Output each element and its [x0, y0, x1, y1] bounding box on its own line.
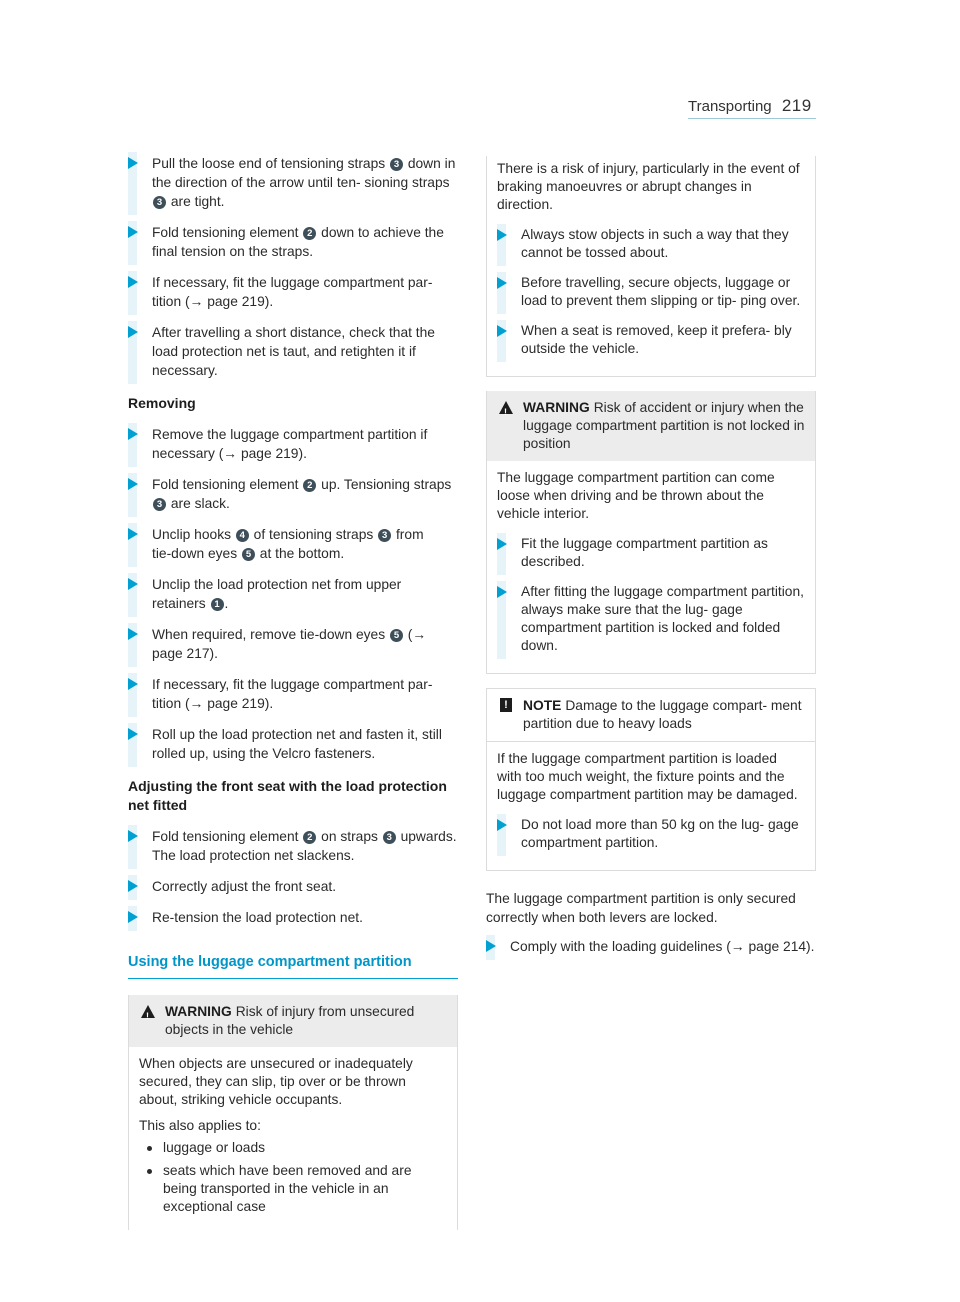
warning-box-unsecured	[128, 995, 458, 1230]
step-arrow-icon	[128, 157, 138, 169]
warning-title: Risk of accident or injury when the luggage compartment partition is not locked in position	[523, 400, 805, 451]
step-roll-up: Roll up the load protection net and fasten it, still rolled up, using the Velcro fasteners.	[128, 723, 458, 767]
header-rule	[688, 118, 816, 119]
warning-body: The luggage compartment partition can come loose when driving and be thrown about the vehicle interior. Fit the luggage compartment partition as described. After fitting the luggage compartment partition, always make sure that the lug‑ gage compartment partition is locked and folded down.	[487, 461, 815, 673]
page-reference-link[interactable]: If necessary, fit the luggage compartment par‑ tition (→ page 219).	[152, 677, 433, 711]
warning-keyword: WARNING	[165, 1004, 232, 1019]
running-header	[688, 96, 812, 116]
header-section: Transporting	[688, 98, 772, 115]
step-arrow-icon	[128, 578, 138, 590]
step-fit-partition-2	[128, 673, 458, 717]
right-column	[486, 156, 816, 966]
note-keyword: NOTE	[523, 698, 562, 713]
step-arrow-icon	[128, 911, 138, 923]
note-header	[487, 689, 815, 742]
warning-body: When objects are unsecured or inadequately secured, they can slip, tip over or be thrown about, striking vehicle occupants. This also applies to: luggage or loads seats which have been removed and are being transported in the vehicle in an exceptional case	[129, 1047, 457, 1230]
step-remove-partition	[128, 423, 458, 467]
step-secure-objects: Before travelling, secure objects, luggage or load to prevent them slipping or tip‑ ping over.	[497, 272, 805, 314]
step-remove-eyes: When required, remove tie‑down eyes 5 (→ page 217).	[128, 623, 458, 667]
step-check-locked: After fitting the luggage compartment partition, always make sure that the lug‑ gage compartment partition is locked and folded down.	[497, 581, 805, 659]
warning-header	[129, 995, 457, 1047]
warning-bullet-list	[139, 1139, 447, 1216]
step-fit-as-described: Fit the luggage compartment partition as described.	[497, 533, 805, 575]
list-item: seats which have been removed and are being transported in the vehicle in an exceptional case	[139, 1162, 447, 1216]
step-arrow-icon	[128, 728, 138, 740]
note-icon: !	[500, 698, 512, 712]
warning-title: Risk of injury from unsecured objects in the vehicle	[165, 1004, 415, 1037]
list-item: luggage or loads	[139, 1139, 447, 1157]
warning-icon: !	[499, 401, 513, 414]
warning-icon: !	[141, 1005, 155, 1018]
callout-3: 3	[378, 529, 391, 542]
page-number: 219	[781, 96, 812, 115]
step-seat-removed: When a seat is removed, keep it prefera‑ bly outside the vehicle.	[497, 320, 805, 362]
step-arrow-icon	[486, 940, 496, 952]
step-arrow-icon	[497, 819, 507, 831]
step-retension: Re‑tension the load protection net.	[128, 906, 458, 931]
callout-5: 5	[390, 629, 403, 642]
step-fold-upwards: Fold tensioning element 2 on straps 3 upwards. The load protection net slackens.	[128, 825, 458, 869]
step-weight-limit: Do not load more than 50 kg on the lug‑ gage compartment partition.	[497, 814, 805, 856]
page-reference-link[interactable]: Remove the luggage compartment partition if necessary (→ page 219).	[152, 427, 428, 461]
step-unclip-hooks: Unclip hooks 4 of tensioning straps 3 from tie‑down eyes 5 at the bottom.	[128, 523, 458, 567]
callout-2: 2	[303, 227, 316, 240]
step-arrow-icon	[128, 226, 138, 238]
warning-header	[487, 391, 815, 461]
step-fold-down: Fold tensioning element 2 down to achieve the final tension on the straps.	[128, 221, 458, 265]
page-reference-link[interactable]: Comply with the loading guidelines (→ page 214).	[510, 939, 815, 954]
warning-body-continued: There is a risk of injury, particularly in the event of braking manoeuvres or abrupt changes in direction. Always stow objects in such a way that they cannot be tossed about. Before travelling, secure objects, luggage or load to prevent them slipping or tip‑ ping over. When a seat is removed, keep it prefera‑ bly outside the vehicle.	[487, 156, 815, 376]
callout-2: 2	[303, 831, 316, 844]
step-arrow-icon	[128, 528, 138, 540]
step-result: The load protection net slackens.	[152, 848, 355, 863]
page-reference-link[interactable]: If necessary, fit the luggage compartment par‑ tition (→ page 219).	[152, 275, 433, 309]
removing-heading: Removing	[128, 395, 196, 411]
callout-1: 1	[211, 598, 224, 611]
step-arrow-icon	[128, 678, 138, 690]
step-arrow-icon	[128, 326, 138, 338]
step-arrow-icon	[497, 277, 507, 289]
warning-box-continued	[486, 156, 816, 377]
section-title: Using the luggage compartment partition	[128, 953, 458, 979]
step-arrow-icon	[128, 628, 138, 640]
note-body: If the luggage compartment partition is loaded with too much weight, the fixture points and the luggage compartment partition may be damaged. Do not load more than 50 kg on the lug‑ gage compartment partition.	[487, 742, 815, 870]
step-arrow-icon	[128, 478, 138, 490]
secured-text: The luggage compartment partition is only secured correctly when both levers are locked.	[486, 891, 796, 925]
left-column	[128, 152, 458, 1230]
callout-2: 2	[303, 479, 316, 492]
warning-box-not-locked	[486, 391, 816, 674]
callout-5: 5	[242, 548, 255, 561]
step-arrow-icon	[497, 229, 507, 241]
step-unclip-net: Unclip the load protection net from upper retainers 1 .	[128, 573, 458, 617]
step-arrow-icon	[497, 586, 507, 598]
adjusting-heading: Adjusting the front seat with the load protection net fitted	[128, 778, 447, 813]
callout-3: 3	[153, 196, 166, 209]
step-pull-loose-end: Pull the loose end of tensioning straps 3 down in the direction of the arrow until ten‑ sioning straps 3 are tight.	[128, 152, 458, 215]
step-fold-up: Fold tensioning element 2 up. Tensioning straps 3 are slack.	[128, 473, 458, 517]
step-fit-partition	[128, 271, 458, 315]
callout-4: 4	[236, 529, 249, 542]
callout-3: 3	[153, 498, 166, 511]
step-arrow-icon	[128, 880, 138, 892]
note-box-heavy-loads	[486, 688, 816, 871]
step-adjust-seat: Correctly adjust the front seat.	[128, 875, 458, 900]
step-arrow-icon	[497, 538, 507, 550]
step-loading-guidelines	[486, 935, 816, 960]
step-arrow-icon	[128, 276, 138, 288]
callout-3: 3	[390, 158, 403, 171]
step-arrow-icon	[128, 830, 138, 842]
warning-keyword: WARNING	[523, 400, 590, 415]
note-title: Damage to the luggage compart‑ ment partition due to heavy loads	[523, 698, 802, 731]
step-stow-objects: Always stow objects in such a way that they cannot be tossed about.	[497, 224, 805, 266]
step-arrow-icon	[497, 325, 507, 337]
callout-3: 3	[383, 831, 396, 844]
step-arrow-icon	[128, 428, 138, 440]
step-check-taut: After travelling a short distance, check that the load protection net is taut, and retighten it if necessary.	[128, 321, 458, 384]
page-reference-link[interactable]: (→ page 217).	[152, 627, 427, 661]
